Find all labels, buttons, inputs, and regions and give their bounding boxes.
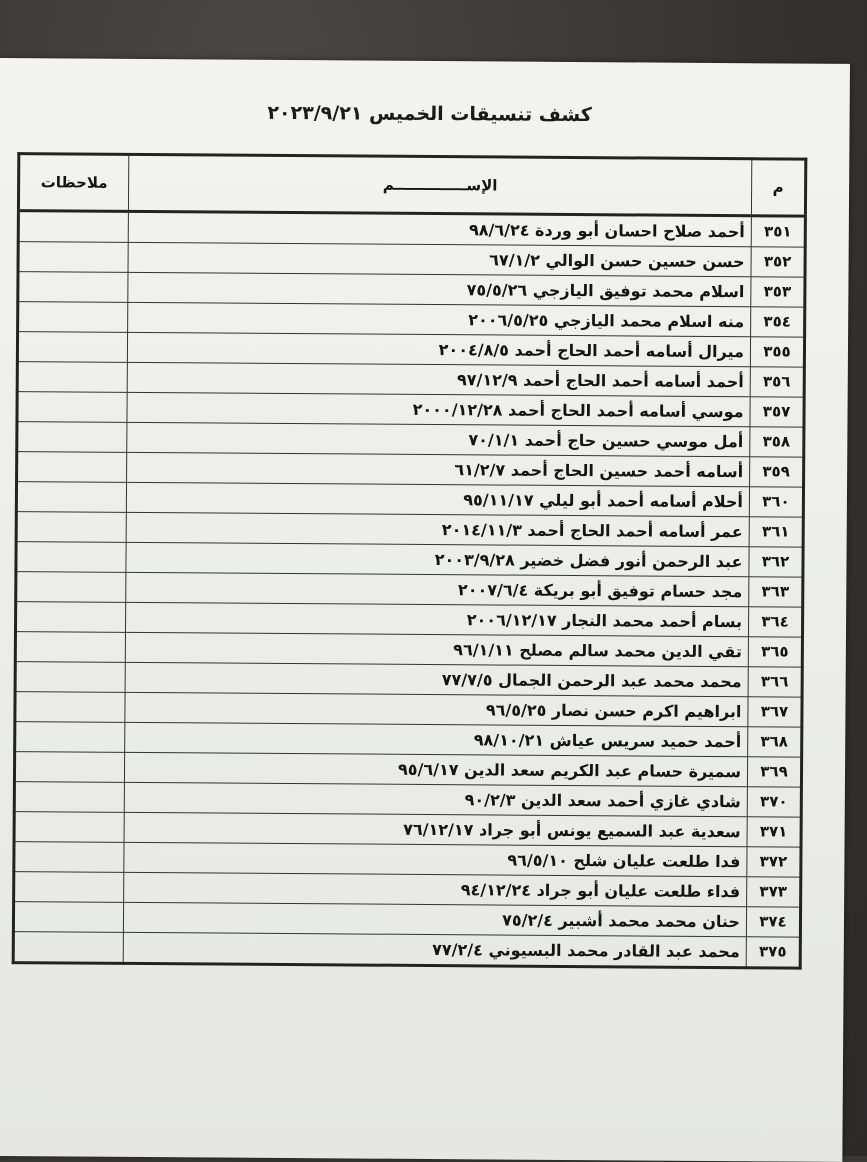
row-notes bbox=[18, 242, 128, 273]
row-name: عمر أسامه أحمد الحاج أحمد ٢٠١٤/١١/٣ bbox=[126, 512, 749, 546]
row-notes bbox=[15, 662, 125, 693]
row-name: أحمد أسامه أحمد الحاج أحمد ٩٧/١٢/٩ bbox=[127, 362, 750, 396]
row-notes bbox=[14, 842, 124, 873]
paper-sheet bbox=[0, 58, 850, 1162]
row-number: ٣٥٢ bbox=[751, 247, 805, 277]
row-name: ابراهيم اكرم حسن نصار ٩٦/٥/٢٥ bbox=[125, 692, 748, 726]
row-notes bbox=[17, 332, 127, 363]
row-notes bbox=[16, 512, 126, 543]
row-name: تقي الدين محمد سالم مصلح ٩٦/١/١١ bbox=[125, 632, 748, 666]
header-name: الإســــــــــــــم bbox=[128, 154, 751, 215]
row-notes bbox=[15, 722, 125, 753]
row-notes bbox=[16, 542, 126, 573]
row-notes bbox=[14, 872, 124, 903]
row-notes bbox=[15, 692, 125, 723]
row-notes bbox=[13, 932, 123, 964]
row-name: محمد محمد عبد الرحمن الجمال ٧٧/٧/٥ bbox=[125, 662, 748, 696]
row-number: ٣٧١ bbox=[747, 817, 801, 847]
document-title: كشف تنسيقات الخميس ٢٠٢٣/٩/٢١ bbox=[267, 101, 592, 127]
row-number: ٣٥١ bbox=[751, 216, 805, 247]
row-notes bbox=[17, 452, 127, 483]
row-number: ٣٦٠ bbox=[749, 487, 803, 517]
row-notes bbox=[14, 782, 124, 813]
row-name: اسلام محمد توفيق اليازجي ٧٥/٥/٢٦ bbox=[128, 272, 751, 306]
row-number: ٣٦٦ bbox=[748, 667, 802, 697]
row-number: ٣٦٣ bbox=[749, 577, 803, 607]
row-notes bbox=[17, 392, 127, 423]
row-name: أحمد صلاح احسان أبو وردة ٩٨/٦/٢٤ bbox=[128, 211, 751, 246]
row-name: أسامه أحمد حسين الحاج أحمد ٦١/٢/٧ bbox=[127, 452, 750, 486]
row-number: ٣٧٣ bbox=[747, 877, 801, 907]
row-number: ٣٥٨ bbox=[750, 427, 804, 457]
row-name: ميرال أسامه أحمد الحاج أحمد ٢٠٠٤/٨/٥ bbox=[127, 332, 750, 366]
row-name: محمد عبد القادر محمد البسيوني ٧٧/٢/٤ bbox=[123, 932, 746, 967]
row-notes bbox=[15, 632, 125, 663]
row-name: أحمد حميد سريس عياش ٩٨/١٠/٢١ bbox=[125, 722, 748, 756]
row-number: ٣٦٧ bbox=[748, 697, 802, 727]
header-notes: ملاحظات bbox=[18, 154, 128, 212]
row-name: حسن حسين حسن الوالي ٦٧/١/٢ bbox=[128, 242, 751, 276]
row-name: سعدية عبد السميع يونس أبو جراد ٧٦/١٢/١٧ bbox=[124, 812, 747, 846]
row-notes bbox=[16, 572, 126, 603]
row-number: ٣٧٤ bbox=[746, 907, 800, 937]
row-number: ٣٥٩ bbox=[750, 457, 804, 487]
row-name: موسي أسامه أحمد الحاج أحمد ٢٠٠٠/١٢/٢٨ bbox=[127, 392, 750, 426]
row-notes bbox=[14, 812, 124, 843]
table-body bbox=[13, 211, 805, 968]
row-number: ٣٧٥ bbox=[746, 937, 800, 968]
row-notes bbox=[18, 272, 128, 303]
row-number: ٣٦٤ bbox=[748, 607, 802, 637]
row-name: فدا طلعت عليان شلح ٩٦/٥/١٠ bbox=[124, 842, 747, 876]
row-name: فداء طلعت عليان أبو جراد ٩٤/١٢/٢٤ bbox=[124, 872, 747, 906]
row-number: ٣٧٢ bbox=[747, 847, 801, 877]
row-name: حنان محمد محمد أشبير ٧٥/٢/٤ bbox=[123, 902, 746, 936]
table-header-row bbox=[18, 154, 805, 216]
row-number: ٣٦٥ bbox=[748, 637, 802, 667]
row-notes bbox=[17, 422, 127, 453]
row-number: ٣٦٨ bbox=[748, 727, 802, 757]
row-notes bbox=[14, 752, 124, 783]
row-name: عبد الرحمن أنور فضل خضير ٢٠٠٣/٩/٢٨ bbox=[126, 542, 749, 576]
row-number: ٣٥٦ bbox=[750, 367, 804, 397]
table-row bbox=[13, 932, 800, 968]
row-notes bbox=[15, 602, 125, 633]
row-name: أمل موسي حسين حاج أحمد ٧٠/١/١ bbox=[127, 422, 750, 456]
row-notes bbox=[16, 482, 126, 513]
row-notes bbox=[17, 362, 127, 393]
row-number: ٣٦١ bbox=[749, 517, 803, 547]
row-name: بسام أحمد محمد النجار ٢٠٠٦/١٢/١٧ bbox=[125, 602, 748, 636]
row-number: ٣٧٠ bbox=[747, 787, 801, 817]
names-table bbox=[12, 152, 808, 969]
row-number: ٣٥٥ bbox=[750, 337, 804, 367]
row-notes bbox=[18, 211, 128, 243]
row-number: ٣٦٩ bbox=[747, 757, 801, 787]
row-number: ٣٥٧ bbox=[750, 397, 804, 427]
row-number: ٣٥٣ bbox=[751, 277, 805, 307]
row-notes bbox=[18, 302, 128, 333]
row-notes bbox=[13, 902, 123, 933]
row-number: ٣٥٤ bbox=[751, 307, 805, 337]
row-name: أحلام أسامه أحمد أبو ليلي ٩٥/١١/١٧ bbox=[126, 482, 749, 516]
row-name: سميرة حسام عبد الكريم سعد الدين ٩٥/٦/١٧ bbox=[124, 752, 747, 786]
row-name: شادي غازي أحمد سعد الدين ٩٠/٢/٣ bbox=[124, 782, 747, 816]
header-number: م bbox=[751, 159, 805, 216]
row-name: مجد حسام توفيق أبو بريكة ٢٠٠٧/٦/٤ bbox=[126, 572, 749, 606]
row-name: منه اسلام محمد اليازجي ٢٠٠٦/٥/٢٥ bbox=[128, 302, 751, 336]
row-number: ٣٦٢ bbox=[749, 547, 803, 577]
